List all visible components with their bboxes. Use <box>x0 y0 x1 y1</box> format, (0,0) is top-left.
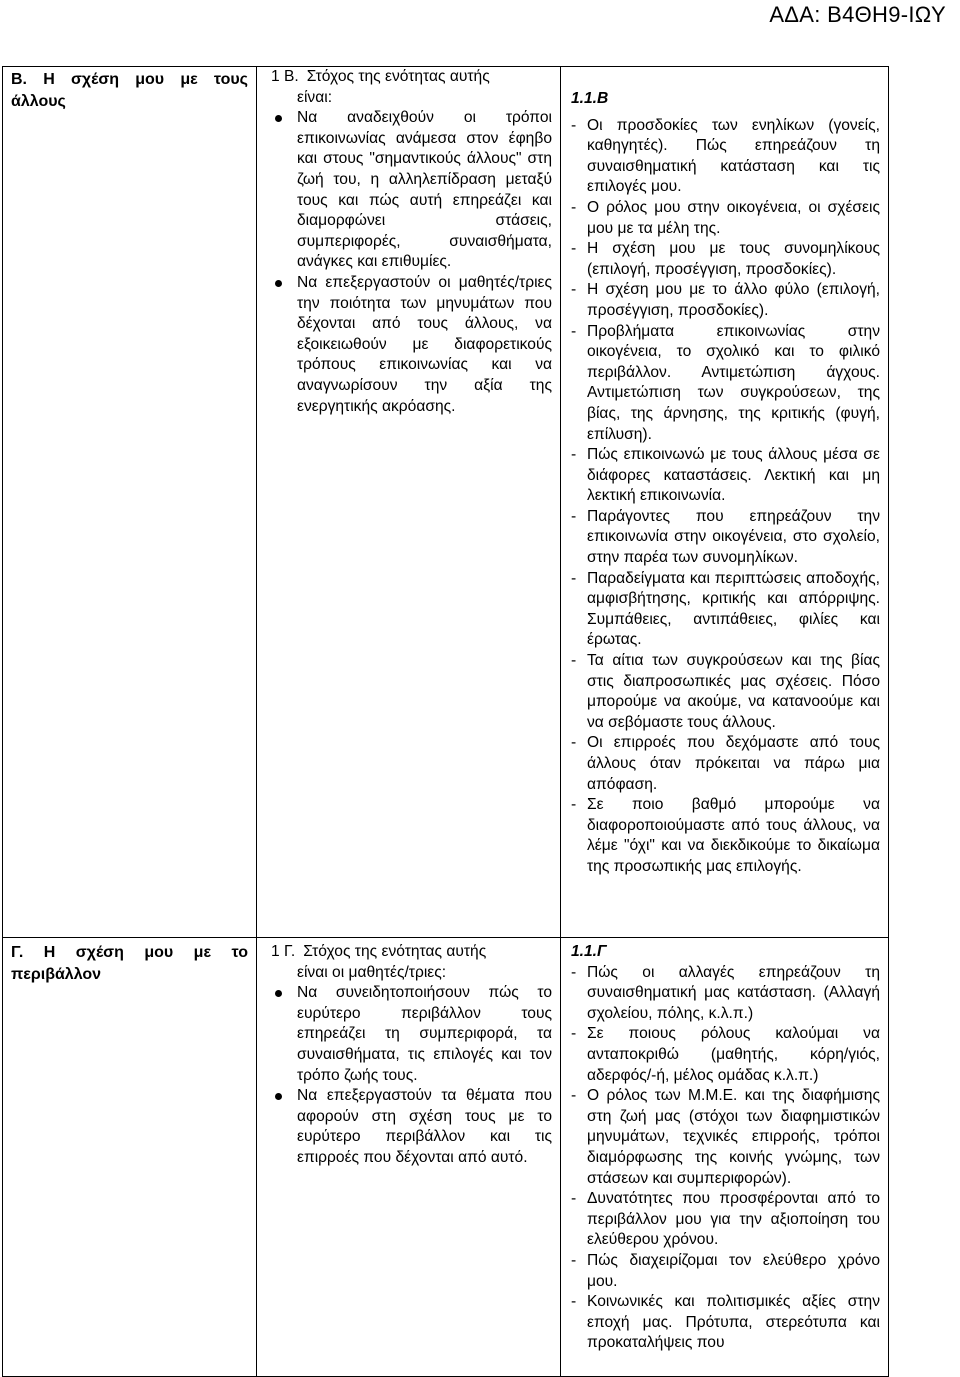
topic-text: Ο ρόλος των Μ.Μ.Ε. και της διαφήμισης στη ζωή μας (στόχοι των διαφημιστικών μηνυμάτων, τεχνικές επιρροής, τρόποι διαμόρφωσης της κοινής γνώμης, των στάσεων και συμπεριφορών). <box>587 1087 880 1187</box>
dash-marker: - <box>571 1190 577 1208</box>
dash-marker: - <box>571 796 577 814</box>
topic-text: Τα αίτια των συγκρούσεων και της βίας στις διαπροσωπικές μας σχέσεις. Πόσο μπορούμε να ακούμε, να κατανοούμε και να σεβόμαστε τους άλλους. <box>587 652 880 731</box>
topic-text: Παράγοντες που επηρεάζουν την επικοινωνία στην οικογένεια, στο σχολείο, στην παρέα των συνομηλίκων. <box>587 507 880 567</box>
topic-item <box>569 239 880 280</box>
topic-item <box>569 280 880 321</box>
dash-marker: - <box>571 446 577 464</box>
topic-text: Κοινωνικές και πολιτισμικές αξίες στην εποχή μας. Πρότυπα, στερεότυπα και προκαταλήψεις που <box>587 1293 880 1352</box>
objective-heading <box>271 67 552 88</box>
objective-bullet <box>271 108 552 273</box>
dash-marker: - <box>571 116 577 134</box>
dash-marker: - <box>571 963 577 981</box>
topic-text: Ο ρόλος μου στην οικογένεια, οι σχέσεις μου με τα μέλη της. <box>587 198 880 237</box>
dash-marker: - <box>571 281 577 299</box>
dash-marker: - <box>571 734 577 752</box>
dash-marker: - <box>571 1025 577 1043</box>
dash-marker: - <box>571 652 577 670</box>
topic-item <box>569 795 880 877</box>
section-row-b <box>3 67 889 938</box>
topics-list <box>569 116 880 878</box>
dash-marker: - <box>571 1293 577 1311</box>
objective-heading <box>271 942 552 963</box>
section-title <box>3 67 256 113</box>
objective-bullet-text: Να επεξεργαστούν τα θέματα που αφορούν στη σχέση τους με το ευρύτερο περιβάλλον και τις επιρροές που δέχονται από αυτό. <box>297 1087 552 1166</box>
bullet-dot-icon <box>275 1093 282 1100</box>
section-title-cell <box>3 938 257 1377</box>
objective-number: 1 Β. <box>271 68 299 85</box>
section-title-line2: περιβάλλον <box>11 966 102 983</box>
objective-cell <box>257 938 561 1377</box>
objective-head-text: Στόχος της ενότητας αυτής <box>303 943 487 960</box>
bullet-dot-icon <box>275 990 282 997</box>
ada-code: ΑΔΑ: Β4ΘΗ9-ΙΩΥ <box>769 2 946 27</box>
topic-text: Πώς επικοινωνώ με τους άλλους μέσα σε διάφορες καταστάσεις. Λεκτική και μη λεκτική επικοινωνία. <box>587 446 880 505</box>
topic-text: Πώς οι αλλαγές επηρεάζουν τη συναισθηματική μας κατάσταση. (Αλλαγή σχολείου, πόλης, κ.λ.π.) <box>587 963 880 1022</box>
section-row-c <box>3 938 889 1377</box>
topic-text: Η σχέση μου με τους συνομηλίκους (επιλογή, προσέγγιση, προσδοκίες). <box>587 240 880 278</box>
section-title-cell <box>3 67 257 938</box>
section-title-line1: Γ. Η σχέση μου με το <box>11 944 248 961</box>
topic-item <box>569 569 880 651</box>
section-title-line1: Β. Η σχέση μου με τους <box>11 71 248 88</box>
topics-cell <box>561 938 889 1377</box>
objective-bullets <box>271 983 552 1168</box>
dash-marker: - <box>571 569 577 587</box>
topic-item <box>569 1086 880 1189</box>
objective-cell <box>257 67 561 938</box>
topic-text: Δυνατότητες που προσφέρονται από το περιβάλλον μου για την αξιοποίηση του ελεύθερου χρόνου. <box>587 1190 880 1249</box>
topic-item <box>569 507 880 569</box>
section-title-line2: άλλους <box>11 93 66 110</box>
topic-item <box>569 322 880 446</box>
topics-number: 1.1.Β <box>571 90 609 107</box>
objective-intro: είναι: <box>297 88 333 106</box>
topic-item <box>569 1292 880 1354</box>
objective-bullet-text: Να συνειδητοποιήσουν πώς το ευρύτερο περιβάλλον τους επηρεάζει τη συμπεριφορά, τα συναισθήματα, τις επιλογές και τον τρόπο ζωής τους. <box>297 984 552 1084</box>
bullet-dot-icon <box>275 280 282 287</box>
objective-bullets <box>271 108 552 417</box>
objective-intro: είναι οι μαθητές/τριες: <box>297 963 447 981</box>
topics-cell <box>561 67 889 938</box>
topics-list <box>569 963 880 1354</box>
topic-text: Οι προσδοκίες των ενηλίκων (γονείς, καθηγητές). Πώς επηρεάζουν τη συναισθηματική κατάσταση και τις επιλογές μου. <box>587 116 880 196</box>
curriculum-table <box>2 66 889 1377</box>
topic-item <box>569 445 880 507</box>
objective-number: 1 Γ. <box>271 943 296 960</box>
topic-item <box>569 1024 880 1086</box>
dash-marker: - <box>571 240 577 258</box>
topic-text: Οι επιρροές που δεχόμαστε από τους άλλους όταν πρόκειται να πάρω μια απόφαση. <box>587 734 880 793</box>
topic-text: Προβλήματα επικοινωνίας στην οικογένεια, το σχολικό και το φιλικό περιβάλλον. Αντιμετώπιση άγχους. Αντιμετώπιση των συγκρούσεων, της βίας, της άρνησης, της κριτικής (φυγή, επίλυση). <box>587 322 880 443</box>
topic-text: Η σχέση μου με το άλλο φύλο (επιλογή, προσέγγιση, προσδοκίες). <box>587 281 880 319</box>
topic-item <box>569 1251 880 1292</box>
topic-item <box>569 963 880 1025</box>
topic-text: Σε ποιους ρόλους καλούμαι να ανταποκριθώ (μαθητής, κόρη/γιός, αδερφός/-ή, μέλος ομάδας κ.λ.π.) <box>587 1025 880 1084</box>
topic-item <box>569 116 880 198</box>
objective-bullet-text: Να επεξεργαστούν οι μαθητές/τριες την ποιότητα των μηνυμάτων που δέχονται από τους άλλους, να εξοικειωθούν με διαφορετικούς τρόπους επικοινωνίας και να αναγνωρίσουν την αξία της ενεργητικής ακρόασης. <box>297 273 552 415</box>
dash-marker: - <box>571 507 577 525</box>
topic-text: Πώς διαχειρίζομαι τον ελεύθερο χρόνο μου. <box>587 1251 880 1290</box>
objective-head-text: Στόχος της ενότητας αυτής <box>306 68 490 85</box>
topic-item <box>569 198 880 239</box>
topic-text: Παραδείγματα και περιπτώσεις αποδοχής, αμφισβήτησης, κριτικής και απόρριψης. Συμπάθειες, αντιπάθειες, φιλίες και έρωτας. <box>587 569 880 649</box>
topics-number: 1.1.Γ <box>571 943 607 960</box>
objective-bullet <box>271 273 552 417</box>
topic-item <box>569 1189 880 1251</box>
topic-item <box>569 733 880 795</box>
objective-bullet <box>271 1086 552 1168</box>
topic-item <box>569 651 880 733</box>
dash-marker: - <box>571 1087 577 1105</box>
dash-marker: - <box>571 1251 577 1269</box>
objective-bullet-text: Να αναδειχθούν οι τρόποι επικοινωνίας ανάμεσα στον έφηβο και στους "σημαντικούς άλλους" στη ζωή του, η αλληλεπίδραση μεταξύ τους και πώς αυτή επηρεάζει και διαμορφώνει στάσεις, συμπεριφορές, συναισθήματα, ανάγκες και επιθυμίες. <box>297 109 552 271</box>
objective-bullet <box>271 983 552 1086</box>
topic-text: Σε ποιο βαθμό μπορούμε να διαφοροποιούμαστε από τους άλλους, να λέμε "όχι" και να διεκδικούμε το δικαίωμα της προσωπικής μας επιλογής. <box>587 796 880 875</box>
dash-marker: - <box>571 322 577 340</box>
dash-marker: - <box>571 198 577 216</box>
bullet-dot-icon <box>275 115 282 122</box>
section-title <box>3 938 256 986</box>
